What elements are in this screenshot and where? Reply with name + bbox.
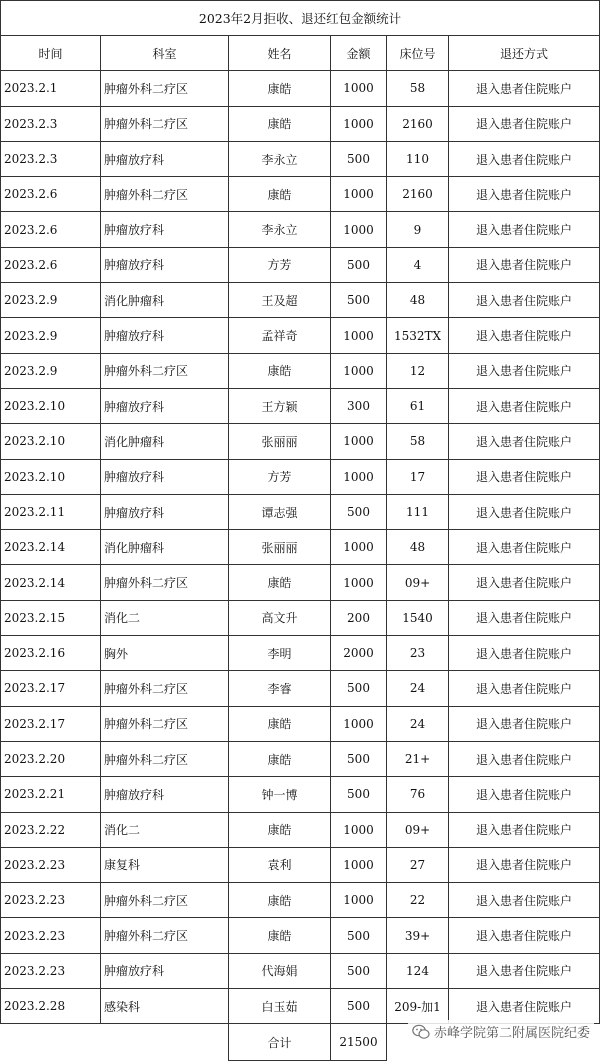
cell-amount: 1000: [331, 706, 387, 741]
cell-department: 消化肿瘤科: [101, 424, 229, 459]
cell-date: 2023.2.6: [1, 212, 101, 247]
cell-refund-method: 退入患者住院账户: [449, 530, 600, 565]
cell-bed: 4: [387, 247, 449, 282]
total-label: 合计: [229, 1024, 331, 1061]
table-row: [1, 424, 600, 459]
cell-name: 李睿: [229, 671, 331, 706]
cell-amount: 1000: [331, 424, 387, 459]
cell-date: 2023.2.14: [1, 530, 101, 565]
header-row: [1, 36, 600, 71]
cell-amount: 1000: [331, 353, 387, 388]
cell-name: 王方颖: [229, 388, 331, 423]
cell-date: 2023.2.21: [1, 777, 101, 812]
cell-amount: 1000: [331, 177, 387, 212]
cell-name: 李明: [229, 636, 331, 671]
cell-bed: 23: [387, 636, 449, 671]
cell-name: 康皓: [229, 353, 331, 388]
table-row: [1, 883, 600, 918]
header-bed: 床位号: [387, 36, 449, 71]
cell-name: 袁利: [229, 847, 331, 882]
table-row: [1, 741, 600, 776]
cell-refund-method: 退入患者住院账户: [449, 494, 600, 529]
total-amount: 21500: [331, 1024, 387, 1061]
cell-refund-method: 退入患者住院账户: [449, 141, 600, 176]
cell-department: 肿瘤外科二疗区: [101, 565, 229, 600]
cell-date: 2023.2.17: [1, 706, 101, 741]
table-row: [1, 671, 600, 706]
cell-amount: 1000: [331, 565, 387, 600]
cell-department: 感染科: [101, 989, 229, 1024]
header-time: 时间: [1, 36, 101, 71]
cell-bed: 24: [387, 706, 449, 741]
cell-amount: 500: [331, 283, 387, 318]
cell-department: 肿瘤放疗科: [101, 318, 229, 353]
cell-name: 钟一博: [229, 777, 331, 812]
cell-department: 肿瘤放疗科: [101, 777, 229, 812]
cell-name: 康皓: [229, 71, 331, 106]
cell-bed: 24: [387, 671, 449, 706]
cell-refund-method: 退入患者住院账户: [449, 847, 600, 882]
table-row: [1, 141, 600, 176]
table-row: [1, 71, 600, 106]
cell-date: 2023.2.1: [1, 71, 101, 106]
table-row: [1, 106, 600, 141]
cell-date: 2023.2.9: [1, 353, 101, 388]
table-row: [1, 989, 600, 1024]
table-row: [1, 847, 600, 882]
cell-name: 张丽丽: [229, 424, 331, 459]
cell-date: 2023.2.16: [1, 636, 101, 671]
cell-refund-method: 退入患者住院账户: [449, 424, 600, 459]
cell-name: 康皓: [229, 706, 331, 741]
cell-department: 肿瘤放疗科: [101, 388, 229, 423]
cell-amount: 1000: [331, 812, 387, 847]
cell-amount: 500: [331, 494, 387, 529]
cell-bed: 21+: [387, 741, 449, 776]
cell-date: 2023.2.22: [1, 812, 101, 847]
cell-department: 消化肿瘤科: [101, 530, 229, 565]
cell-bed: 17: [387, 459, 449, 494]
table-row: [1, 177, 600, 212]
cell-department: 消化二: [101, 600, 229, 635]
cell-refund-method: 退入患者住院账户: [449, 953, 600, 988]
header-amount: 金额: [331, 36, 387, 71]
cell-name: 康皓: [229, 741, 331, 776]
cell-refund-method: 退入患者住院账户: [449, 318, 600, 353]
table-row: [1, 494, 600, 529]
cell-date: 2023.2.10: [1, 424, 101, 459]
cell-bed: 2160: [387, 106, 449, 141]
cell-department: 消化二: [101, 812, 229, 847]
cell-name: 张丽丽: [229, 530, 331, 565]
cell-refund-method: 退入患者住院账户: [449, 706, 600, 741]
cell-bed: 09+: [387, 812, 449, 847]
cell-refund-method: 退入患者住院账户: [449, 212, 600, 247]
cell-bed: 58: [387, 424, 449, 459]
watermark-text: 赤峰学院第二附属医院纪委: [433, 1026, 590, 1041]
cell-bed: 209-加1: [387, 989, 449, 1024]
cell-refund-method: 退入患者住院账户: [449, 989, 600, 1024]
cell-refund-method: 退入患者住院账户: [449, 247, 600, 282]
table-body: [1, 71, 600, 1024]
cell-amount: 1000: [331, 883, 387, 918]
cell-date: 2023.2.23: [1, 918, 101, 953]
cell-date: 2023.2.6: [1, 177, 101, 212]
cell-name: 高文升: [229, 600, 331, 635]
cell-name: 李永立: [229, 141, 331, 176]
table-row: [1, 318, 600, 353]
table-row: [1, 918, 600, 953]
cell-name: 康皓: [229, 106, 331, 141]
table-title: 2023年2月拒收、退还红包金额统计: [1, 1, 600, 36]
cell-department: 肿瘤外科二疗区: [101, 71, 229, 106]
cell-bed: 58: [387, 71, 449, 106]
cell-amount: 500: [331, 741, 387, 776]
cell-date: 2023.2.15: [1, 600, 101, 635]
cell-bed: 27: [387, 847, 449, 882]
cell-name: 白玉茹: [229, 989, 331, 1024]
cell-department: 肿瘤外科二疗区: [101, 106, 229, 141]
cell-date: 2023.2.23: [1, 953, 101, 988]
cell-refund-method: 退入患者住院账户: [449, 636, 600, 671]
cell-department: 胸外: [101, 636, 229, 671]
table-row: [1, 353, 600, 388]
cell-date: 2023.2.23: [1, 883, 101, 918]
cell-bed: 111: [387, 494, 449, 529]
table-row: [1, 636, 600, 671]
table-row: [1, 388, 600, 423]
cell-bed: 2160: [387, 177, 449, 212]
cell-bed: 22: [387, 883, 449, 918]
table-row: [1, 212, 600, 247]
table-row: [1, 459, 600, 494]
cell-amount: 1000: [331, 459, 387, 494]
cell-refund-method: 退入患者住院账户: [449, 177, 600, 212]
cell-date: 2023.2.23: [1, 847, 101, 882]
cell-amount: 500: [331, 953, 387, 988]
cell-refund-method: 退入患者住院账户: [449, 777, 600, 812]
cell-department: 肿瘤外科二疗区: [101, 918, 229, 953]
cell-bed: 48: [387, 283, 449, 318]
cell-refund-method: 退入患者住院账户: [449, 812, 600, 847]
cell-bed: 39+: [387, 918, 449, 953]
cell-date: 2023.2.3: [1, 106, 101, 141]
header-refund-method: 退还方式: [449, 36, 600, 71]
cell-amount: 300: [331, 388, 387, 423]
cell-date: 2023.2.3: [1, 141, 101, 176]
cell-refund-method: 退入患者住院账户: [449, 883, 600, 918]
cell-bed: 76: [387, 777, 449, 812]
cell-amount: 2000: [331, 636, 387, 671]
cell-date: 2023.2.17: [1, 671, 101, 706]
cell-date: 2023.2.6: [1, 247, 101, 282]
cell-amount: 1000: [331, 212, 387, 247]
header-department: 科室: [101, 36, 229, 71]
cell-amount: 500: [331, 918, 387, 953]
cell-bed: 1532TX: [387, 318, 449, 353]
wechat-icon: [412, 1024, 430, 1040]
cell-name: 孟祥奇: [229, 318, 331, 353]
cell-department: 肿瘤放疗科: [101, 247, 229, 282]
cell-amount: 1000: [331, 106, 387, 141]
table-row: [1, 812, 600, 847]
cell-refund-method: 退入患者住院账户: [449, 918, 600, 953]
table-row: [1, 565, 600, 600]
cell-department: 肿瘤放疗科: [101, 953, 229, 988]
cell-name: 康皓: [229, 177, 331, 212]
cell-department: 肿瘤放疗科: [101, 494, 229, 529]
cell-refund-method: 退入患者住院账户: [449, 283, 600, 318]
cell-refund-method: 退入患者住院账户: [449, 388, 600, 423]
cell-date: 2023.2.28: [1, 989, 101, 1024]
cell-department: 康复科: [101, 847, 229, 882]
cell-name: 方芳: [229, 459, 331, 494]
table-row: [1, 600, 600, 635]
cell-name: 代海娟: [229, 953, 331, 988]
cell-amount: 500: [331, 777, 387, 812]
cell-date: 2023.2.9: [1, 318, 101, 353]
table-row: [1, 953, 600, 988]
cell-department: 肿瘤外科二疗区: [101, 741, 229, 776]
cell-name: 康皓: [229, 565, 331, 600]
cell-refund-method: 退入患者住院账户: [449, 459, 600, 494]
watermark: [408, 1020, 594, 1043]
cell-department: 肿瘤外科二疗区: [101, 353, 229, 388]
cell-date: 2023.2.11: [1, 494, 101, 529]
table-row: [1, 247, 600, 282]
cell-bed: 9: [387, 212, 449, 247]
cell-amount: 500: [331, 989, 387, 1024]
cell-amount: 1000: [331, 71, 387, 106]
cell-date: 2023.2.10: [1, 388, 101, 423]
cell-refund-method: 退入患者住院账户: [449, 106, 600, 141]
cell-department: 肿瘤外科二疗区: [101, 883, 229, 918]
cell-name: 康皓: [229, 812, 331, 847]
table-row: [1, 777, 600, 812]
cell-bed: 61: [387, 388, 449, 423]
cell-date: 2023.2.20: [1, 741, 101, 776]
cell-name: 李永立: [229, 212, 331, 247]
cell-department: 肿瘤放疗科: [101, 141, 229, 176]
cell-amount: 1000: [331, 847, 387, 882]
cell-refund-method: 退入患者住院账户: [449, 671, 600, 706]
table-row: [1, 706, 600, 741]
cell-name: 康皓: [229, 918, 331, 953]
cell-refund-method: 退入患者住院账户: [449, 600, 600, 635]
cell-bed: 124: [387, 953, 449, 988]
cell-department: 肿瘤外科二疗区: [101, 671, 229, 706]
cell-date: 2023.2.14: [1, 565, 101, 600]
table-row: [1, 283, 600, 318]
cell-bed: 12: [387, 353, 449, 388]
cell-department: 消化肿瘤科: [101, 283, 229, 318]
cell-name: 王及超: [229, 283, 331, 318]
cell-bed: 110: [387, 141, 449, 176]
cell-refund-method: 退入患者住院账户: [449, 71, 600, 106]
cell-amount: 500: [331, 247, 387, 282]
cell-department: 肿瘤外科二疗区: [101, 706, 229, 741]
cell-amount: 500: [331, 671, 387, 706]
cell-bed: 09+: [387, 565, 449, 600]
cell-date: 2023.2.9: [1, 283, 101, 318]
cell-name: 谭志强: [229, 494, 331, 529]
cell-amount: 200: [331, 600, 387, 635]
cell-department: 肿瘤放疗科: [101, 212, 229, 247]
cell-bed: 48: [387, 530, 449, 565]
cell-name: 方芳: [229, 247, 331, 282]
cell-department: 肿瘤外科二疗区: [101, 177, 229, 212]
cell-amount: 500: [331, 141, 387, 176]
cell-date: 2023.2.10: [1, 459, 101, 494]
cell-amount: 1000: [331, 530, 387, 565]
cell-refund-method: 退入患者住院账户: [449, 565, 600, 600]
table-row: [1, 530, 600, 565]
cell-department: 肿瘤放疗科: [101, 459, 229, 494]
header-name: 姓名: [229, 36, 331, 71]
cell-bed: 1540: [387, 600, 449, 635]
cell-refund-method: 退入患者住院账户: [449, 741, 600, 776]
cell-amount: 1000: [331, 318, 387, 353]
cell-name: 康皓: [229, 883, 331, 918]
cell-refund-method: 退入患者住院账户: [449, 353, 600, 388]
